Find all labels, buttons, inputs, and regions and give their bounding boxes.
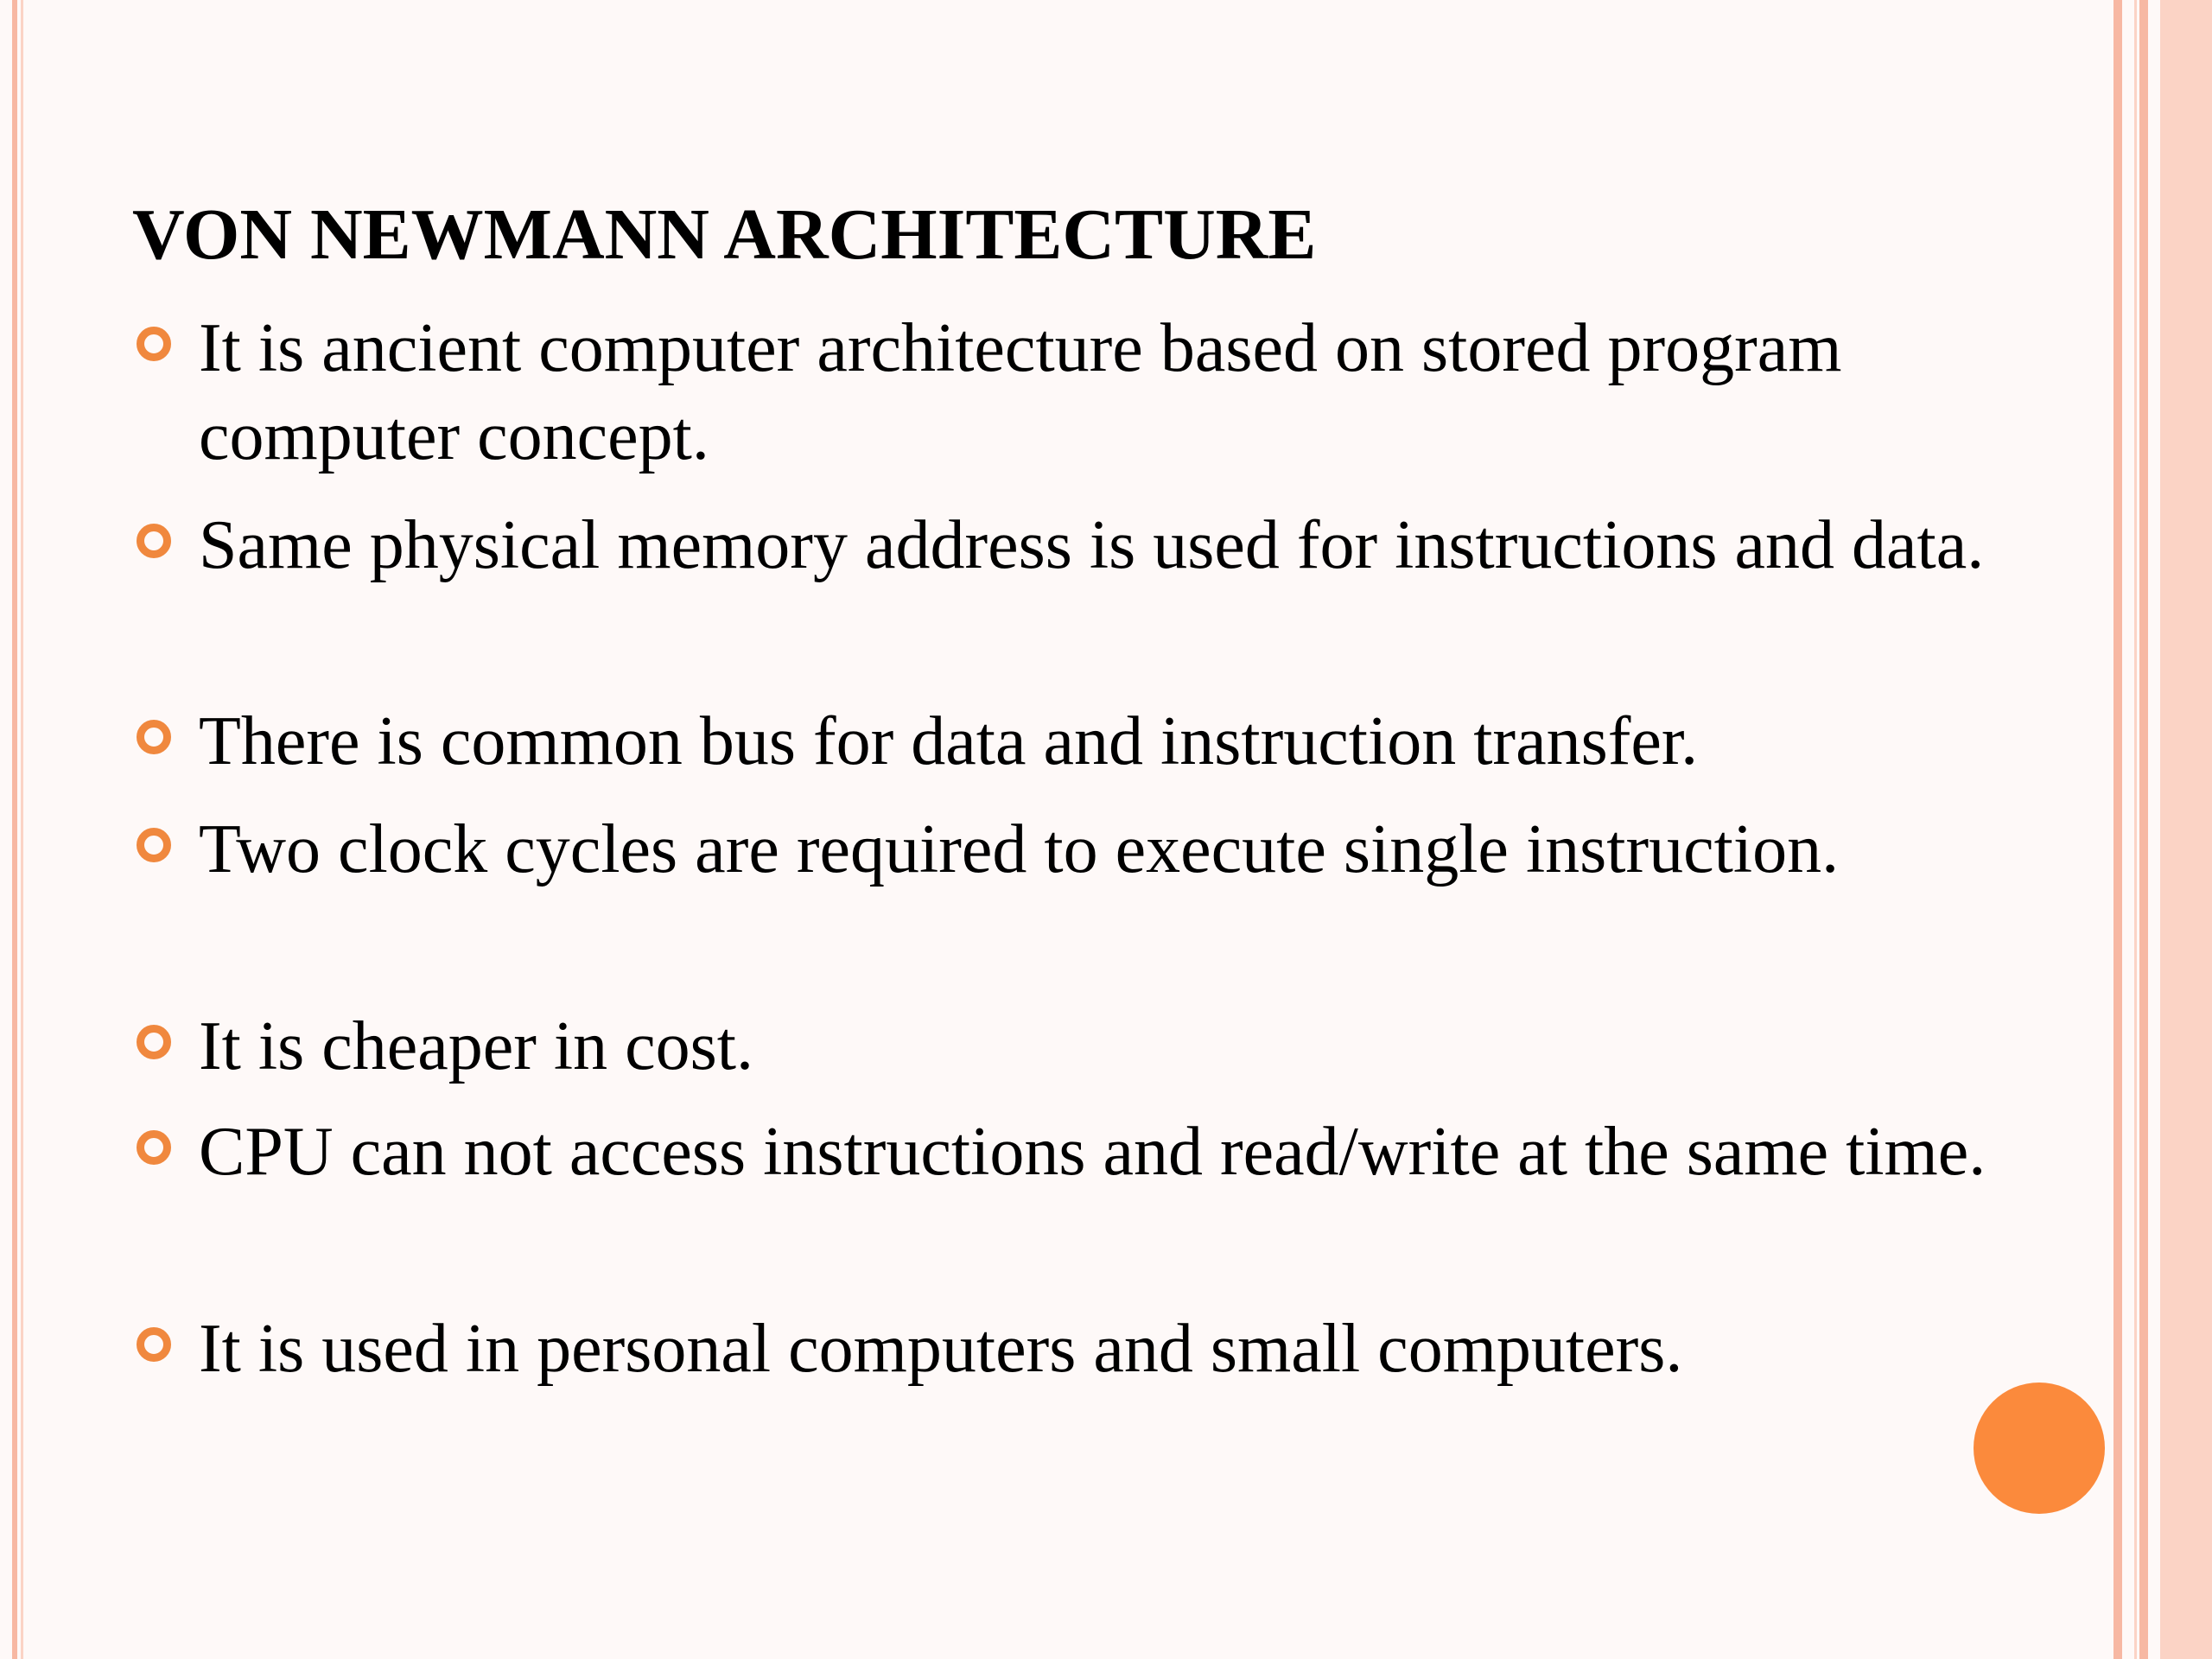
right-border-stripe: [2113, 0, 2122, 1659]
right-border-stripe: [2139, 0, 2148, 1659]
bullet-text: There is common bus for data and instruction transfer.: [199, 703, 1699, 779]
slide-title: VON NEWMANN ARCHITECTURE: [132, 194, 1317, 275]
right-border-stripe-thin: [2134, 0, 2137, 1659]
left-border-stripe-thin: [21, 0, 23, 1659]
hollow-circle-bullet-icon: [137, 1025, 171, 1059]
hollow-circle-bullet-icon: [137, 327, 171, 361]
bullet-text: It is ancient computer architecture based on stored program computer concept.: [199, 310, 1842, 474]
bullet-text: Same physical memory address is used for instructions and data.: [199, 507, 1985, 583]
bullet-text: It is cheaper in cost.: [199, 1008, 753, 1084]
hollow-circle-bullet-icon: [137, 1130, 171, 1165]
hollow-circle-bullet-icon: [137, 524, 171, 558]
bullet-text: CPU can not access instructions and read/write at the same time.: [199, 1114, 1986, 1190]
orange-filled-circle: [1974, 1382, 2105, 1514]
hollow-circle-bullet-icon: [137, 1327, 171, 1362]
right-border-band: [2160, 0, 2212, 1659]
left-border-stripe: [12, 0, 17, 1659]
bullet-text: Two clock cycles are required to execute single instruction.: [199, 811, 1840, 887]
bullet-text: It is used in personal computers and small computers.: [199, 1311, 1683, 1387]
hollow-circle-bullet-icon: [137, 720, 171, 754]
hollow-circle-bullet-icon: [137, 828, 171, 862]
